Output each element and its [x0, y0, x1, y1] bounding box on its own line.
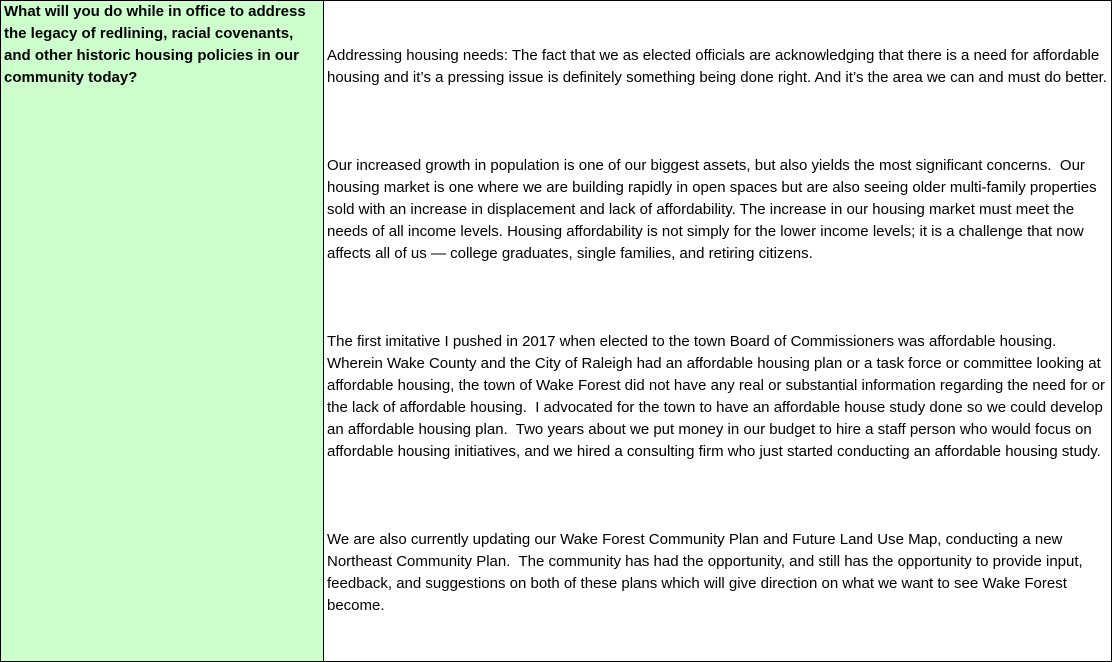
answer-paragraph-2: Our increased growth in population is one of our biggest assets, but also yields the most significant concerns. Our housing market is one where we are building rapidly in open spaces but are also seeing older multi-family properties sold with an increase in displacement and lack of affordability. The increase in our housing market must meet the needs of all income levels. Housing affordability is not simply for the lower income levels; it is a challenge that now affects all of us — college graduates, single families, and retiring citizens. — [327, 157, 1101, 262]
question-cell — [1, 1, 324, 662]
answer-paragraph-4: We are also currently updating our Wake Forest Community Plan and Future Land Use Map, conducting a new Northeast Community Plan. The community has had the opportunity, and still has the opportunity to provide input, feedback, and suggestions on both of these plans which will give direction on what we want to see Wake Forest become. — [327, 531, 1087, 614]
answer-paragraph-1: Addressing housing needs: The fact that we as elected officials are acknowledging that there is a need for affordable housing and it’s a pressing issue is definitely something being done right. And it’s the area we can and must do better. — [327, 47, 1107, 86]
answer-paragraph-3: The first imitative I pushed in 2017 when elected to the town Board of Commissioners was affordable housing. Wherein Wake County and the City of Raleigh had an affordable housing plan or a task force or committee looking at affordable housing, the town of Wake Forest did not have any real or substantial information regarding the need for or the lack of affordable housing. I advocated for the town to have an affordable house study done so we could develop an affordable housing plan. Two years about we put money in our budget to hire a staff person who would focus on affordable housing initiatives, and we hired a consulting firm who just started conducting an affordable housing study. — [327, 333, 1110, 460]
answer-cell — [324, 1, 1112, 662]
answer-text — [324, 1, 1111, 661]
table-row — [1, 1, 1112, 662]
question-text: What will you do while in office to address the legacy of redlining, racial covenants, and other historic housing policies in our community today? — [4, 3, 306, 86]
